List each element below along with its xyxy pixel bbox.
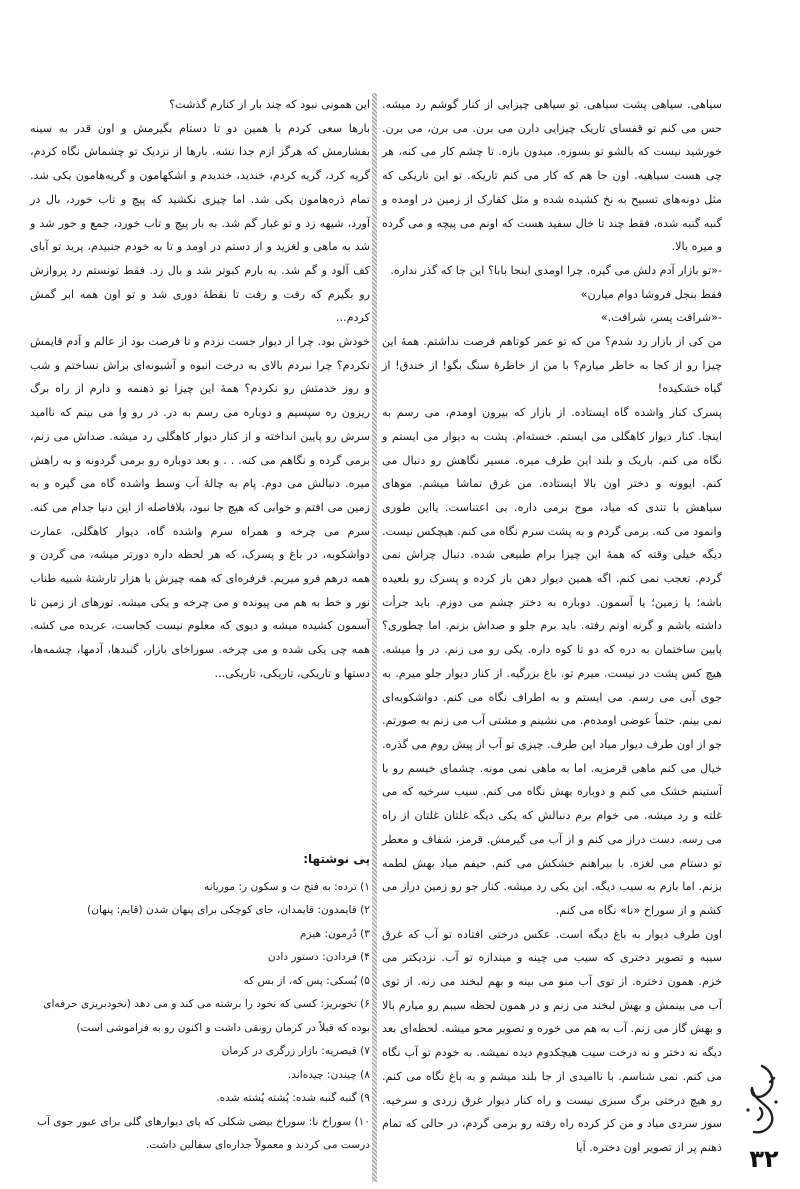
paragraph: من کی از بازار رد شدم؟ من که تو عمر کوتاهم فرصت نداشتم. همهٔ این چیزا رو از کجا به خاطر میارم؟ با من از خاطرهٔ سنگ بگو! از خندق! از گیاه خشکیده! <box>382 335 722 396</box>
right-column <box>382 93 722 1160</box>
footnote: ۳) دُرمون: هیزم <box>299 927 370 940</box>
paragraph: اون طرف دیوار به باغ دیگه است. عکس درختی افتاده تو آب که غرق سیبه و تصویر دختری که سیب می چینه و میندازه تو آب. نزدیکتر می خزم. همون دختره. از توی آب منو می بینه و بهم لبخند می زنه. از توی آب می بینمش و بهش لبخند می زنم و در همون لحظه سیبم رو میارم بالا و بهش گاز می زنم. آب به هم می خوره و تصویر محو میشه. لحظه‌ای بعد دیگه نه دختر و نه درخت سیب هیچکدوم دیده نمیشه. به خودم تو آب نگاه می کنم. نمی شناسم. با ناامیدی از جا بلند میشم و به باغ نگاه می کنم. رو هیچ درختی برگ سبزی نیست و راه کنار دیوار غرق زردی و سرخیه. سوز سردی میاد و من کز کرده راه رفته رو برمی گردم، در حالی که تمام ذهنم پر از تصویر اون دختره. آیا <box>382 927 722 1154</box>
quote: -«تو بازار آدم دلش می گیره. چرا اومدی اینجا بابا؟ این جا که گذر نداره. فقط بنجل فروشا دوام میارن» <box>390 263 722 301</box>
paragraph: بارها سعی کردم با همین دو تا دستام بگیرمش و اون قدر به سینه بفشارمش که هرگز ازم جدا نشه. بارها از نزدیک تو چشماش نگاه کردم، گریه کرد، گریه کردم، خندید، خندیدم و اشکهامون و گریه‌هامون یکی شد. تمام ذره‌هامون یکی شد. اما چیزی نکشید که پیچ و تاب خورد، بال در آورد، شیهه زد و تو غبار گم شد. به بار پیچ و تاب خورد، جمع و جور شد و شد به ماهی و لغزید و از دستم در اومد و تا به خودم جنبیدم، پرید تو آبای کف آلود و گم شد. یه بارم کبوتر شد و بال زد. فقط تونستم رد پروازش رو بگیرم که رفت و رفت تا نقطهٔ دوری شد و تو اون همه ابر گمش کردم... <box>30 121 370 325</box>
column-divider <box>372 93 377 1182</box>
paragraph: پسرک کنار واشده گاه ایستاده. از بازار که بیرون اومدم، می رسم به اینجا. کنار دیوار کاهگلی می ایستم. خسته‌ام. پشت به دیوار می ایستم و نگاه می کنم. باریک و بلند این طرف میره. مسیر نگاهش رو دنبال می کنم. ایوونه و دختر اون بالا ایستاده. من غرق تماشا میشم. موهای سیاهش با تندی که میاد، موج برمی داره. بی اعتناست. یااین طوری وانمود می کنه. برمی گردم و به پشت سرم نگاه می کنم. هیچکس نیست. دیگه خیلی وقته که همهٔ این چیزا برام طبیعی شده. دنبال چراش نمی گردم. تعجب نمی کنم. اگه همین دیوار دهن باز کرده و پسرک رو بلعیده باشه؛ یا زمین؛ یا آسمون. دوباره به دختر چشم می دوزم. باید جرأت داشته باشم و گرنه اونم رفته. باید برم جلو و صداش بزنم. اما چطوری؟ پایین ساختمان به دره که دو تا کوه داره. یکی رو می زنم. در وا میشه. هیچ کس پشت در نیست. میرم تو. باغ بزرگیه. از کنار دیوار جلو میرم. به جوی آبی می رسم. می ایستم و به اطراف نگاه می کنم. دواشکوبه‌ای نمی بینم. حتماً عوضی اومده‌م. می نشینم و مشتی آب می زنم به صورتم. جو از اون طرف دیوار میاد این طرف. چیزی تو آب از پیش روم می گذره. خیال می کنم ماهی قرمزیه. اما به ماهی نمی مونه. چشمای خیسم رو با آستینم خشک می کنم و دوباره بهش نگاه می کنم. سیب سرخیه که می غلته و رد میشه. می خوام برم دنبالش که یکی دیگه غلتان غلتان از راه می رسه. دست دراز می کنم و از آب می گیرمش. قرمز، شفاف و معطر تو دستام می لغزه. با بیراهنم خشکش می کنم. حیفم میاد بهش لطمه بزنم. اما بازم به سیب دیگه. این یکی رد میشه. کنار جو رو زمین دراز می کشم و از سوراخ «نا» نگاه می کنم. <box>382 406 722 917</box>
logo-calligraphy <box>752 1066 774 1132</box>
footnote: ۴) فردادن: دستور دادن <box>267 951 370 963</box>
footnote: ۷) قیصریه: بازار زرگری در کرمان <box>221 1045 370 1057</box>
footnote: ۱) ترده: به فتح ت و سکون ر: موریانه <box>204 880 370 893</box>
footnotes <box>30 848 370 1158</box>
paragraph: این همونی نبود که چند بار از کنارم گذشت؟ <box>169 98 370 111</box>
footnotes-title: پی نوشتها: <box>303 852 370 866</box>
quote: -«شرافت پسر، شرافت.» <box>600 311 722 325</box>
footnote: ۱۰) سوراخ نا: سوراخ بیضی شکلی که پای دیوارهای گلی برای عبور جوی آب درست می کردند و معمولاً جداره‌ای سفالین داشت. <box>36 1115 370 1151</box>
paragraph: خودش بود. چرا از دیوار جست نزدم و تا فرصت بود از عالم و آدم قایمش نکردم؟ چرا نبردم بالای به درخت انبوه و آشیونه‌ای براش نساختم و شب و روز خدمتش رو نکردم؟ همهٔ این چیزا تو ذهنمه و دارم از راه برگ ریزون ره سپسیم و دوباره می رسم به در. در رو وا می بینم که ناامید سرش رو پایین انداخته و از کنار دیوار کاهگلی رد میشه. صداش می زنم، برمی گرده و نگاهم می کنه. . . و بعد دوباره رو برمی گردونه و به راهش میره. دنبالش می دوم. پام به چالهٔ آب وسط واشده گاه می گیره و به زمین می افتم و خوابی که هیچ جا نبود، بلافاصله از این دنیا جدام می کنه. سرم می چرخه و همراه سرم واشده گاه، دیوار کاهگلی، عمارت دواشکوبه، در باغ و پسرک، که هر لحظه داره دورتر میشه، می گردن و همه درهم فرو میریم. فرفره‌ای که همه چیزش با هزار تارشتهٔ شبیه طناب نور و خط به هم می پیونده و می چرخه و یکی میشه. تورهای از زمین تا آسمون کشیده میشه و دیوی که معلوم نیست کجاست، عربده می کشه. همه چی یکی شده و می چرخه. سوراخای بازار، گنبدها، آدمها، چشمه‌ها، دستها و تاریکی، تاریکی، تاریکی... <box>30 335 370 680</box>
left-column <box>30 93 370 686</box>
footnote: ۵) بُسکی: پس که، از بس که <box>243 974 370 987</box>
page-number: ۳۲ <box>749 1145 779 1173</box>
footnote: ۹) گنبه گنبه شده: پُشته پُشته شده. <box>216 1092 370 1104</box>
paragraph: سیاهی. سیاهی پشت سیاهی. تو سیاهی چیزایی از کنار گوشم رد میشه. حس می کنم تو قفسای تاریک چیزایی دارن می برن. می برن، می برن. خورشید نیست که بالشو تو بسوزه. میدون بازه. تا چشم کار می کنه، هر چی هست سیاهیه. اون جا هم که کار می کنم تاریکه. تو این تاریکی که مثل دونه‌های تسبیح به نخ کشیده شده و مثل کفارک از زمین در اومده و گنبه گنبه شده، فقط چند تا خال سفید هست که اونم می پیچه و می گرده و میره بالا. <box>382 98 722 254</box>
footnote: ۲) قایمدون: قایمدان، جای کوچکی برای پنهان شدن (قایم: پنهان) <box>87 904 370 916</box>
footnote: ۶) نخوبریز: کسی که نخود را برشته می کند و می دهد (نخودبریزی حرفه‌ای بوده که قبلاً در کرمان رونقی داشت و اکنون رو به فراموشی است) <box>43 998 370 1034</box>
magazine-logo <box>740 1062 784 1144</box>
footnote: ۸) چیندن: چیده‌اند. <box>287 1068 370 1081</box>
